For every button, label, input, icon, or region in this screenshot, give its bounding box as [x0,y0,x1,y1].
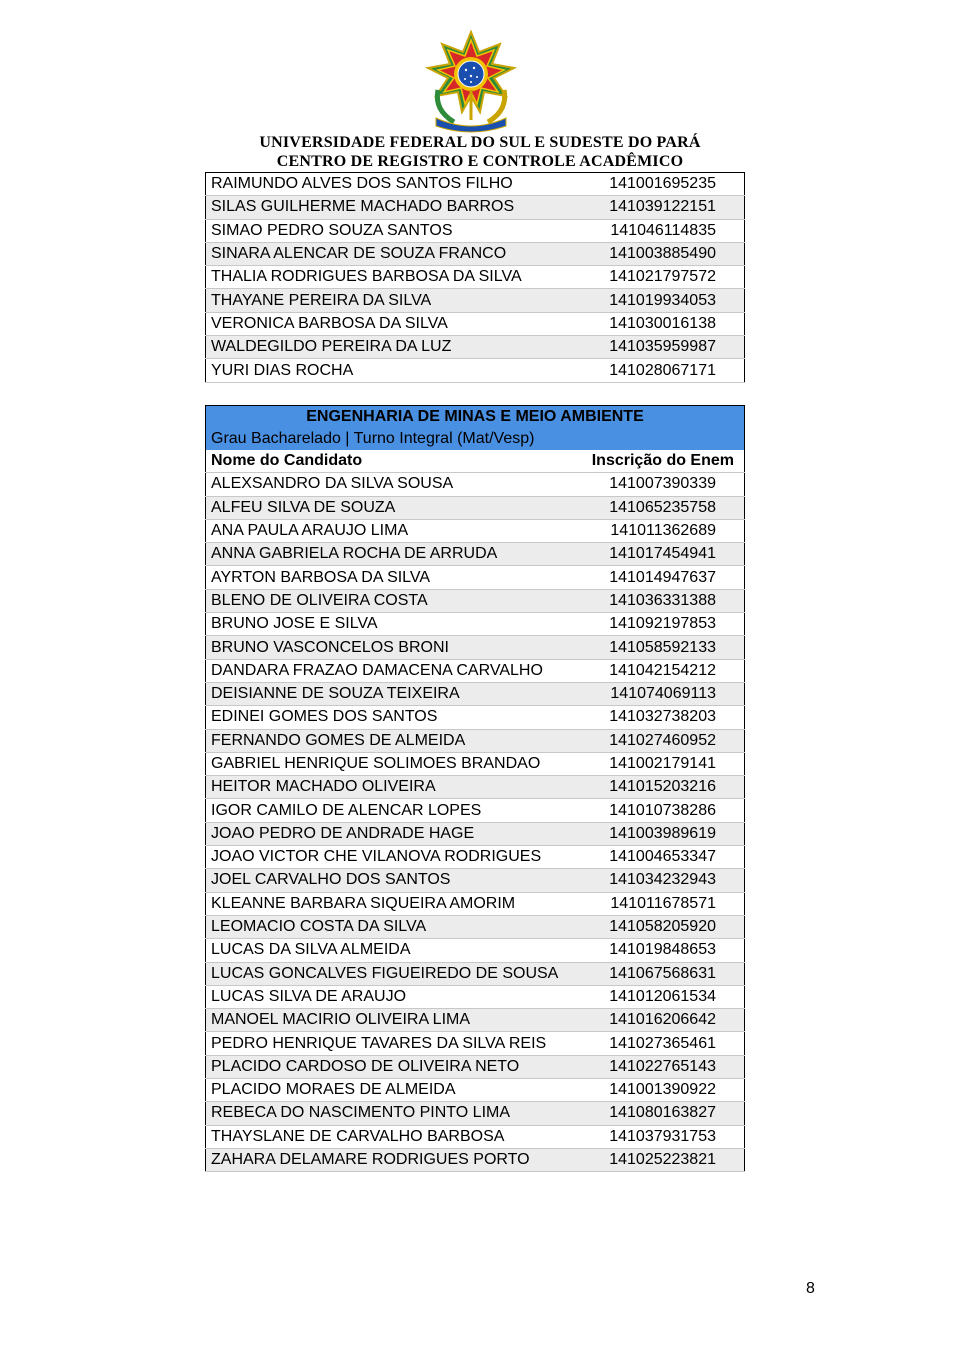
enem-registration: 141074069113 [574,682,744,705]
enem-registration: 141027460952 [574,729,744,752]
candidate-name: SIMAO PEDRO SOUZA SANTOS [206,219,572,242]
university-name: UNIVERSIDADE FEDERAL DO SUL E SUDESTE DO PARÁ [259,134,701,151]
enem-registration: 141067568631 [574,962,744,985]
candidate-name: IGOR CAMILO DE ALENCAR LOPES [206,799,575,822]
candidate-name: EDINEI GOMES DOS SANTOS [206,706,575,729]
table-row [206,1032,745,1055]
enem-registration: 141046114835 [572,219,745,242]
enem-registration: 141035959987 [572,336,745,359]
table-row [206,359,745,382]
table-row [206,196,745,219]
page-number: 8 [806,1280,815,1297]
enem-registration: 141037931753 [574,1125,744,1148]
candidate-name: AYRTON BARBOSA DA SILVA [206,566,575,589]
course-grau-turno: Grau Bacharelado | Turno Integral (Mat/Vesp) [206,428,745,450]
enem-registration: 141003885490 [572,242,745,265]
enem-registration: 141028067171 [572,359,745,382]
table-row [206,496,745,519]
table-row [206,939,745,962]
enem-registration: 141022765143 [574,1055,744,1078]
column-header-name: Nome do Candidato [206,450,575,473]
enem-registration: 141019848653 [574,939,744,962]
table-row [206,1125,745,1148]
candidate-name: LUCAS SILVA DE ARAUJO [206,985,575,1008]
brazil-coat-of-arms-icon [424,30,519,135]
grau-row [206,428,745,450]
enem-registration: 141019934053 [572,289,745,312]
table-row [206,242,745,265]
table-row [206,915,745,938]
enem-registration: 141080163827 [574,1102,744,1125]
candidate-name: PLACIDO MORAES DE ALMEIDA [206,1079,575,1102]
table-row [206,519,745,542]
candidate-name: BRUNO JOSE E SILVA [206,613,575,636]
candidate-name: YURI DIAS ROCHA [206,359,572,382]
table-row [206,706,745,729]
candidate-name: THALIA RODRIGUES BARBOSA DA SILVA [206,266,572,289]
enem-registration: 141021797572 [572,266,745,289]
candidate-name: KLEANNE BARBARA SIQUEIRA AMORIM [206,892,575,915]
enem-registration: 141058592133 [574,636,744,659]
course-title: ENGENHARIA DE MINAS E MEIO AMBIENTE [206,406,745,429]
table-row [206,566,745,589]
candidate-name: GABRIEL HENRIQUE SOLIMOES BRANDAO [206,752,575,775]
candidate-name: HEITOR MACHADO OLIVEIRA [206,776,575,799]
column-header-id: Inscrição do Enem [574,450,744,473]
candidate-name: SILAS GUILHERME MACHADO BARROS [206,196,572,219]
enem-registration: 141036331388 [574,589,744,612]
table-row [206,219,745,242]
enem-registration: 141027365461 [574,1032,744,1055]
candidate-name: LUCAS GONCALVES FIGUEIREDO DE SOUSA [206,962,575,985]
enem-registration: 141016206642 [574,1009,744,1032]
candidates-table-engenharia-minas [205,405,745,1172]
table-row [206,336,745,359]
table-row [206,1102,745,1125]
candidate-name: DANDARA FRAZAO DAMACENA CARVALHO [206,659,575,682]
candidates-table-continued [205,172,745,383]
table-row [206,799,745,822]
enem-registration: 141030016138 [572,312,745,335]
table-row [206,473,745,496]
candidate-name: THAYANE PEREIRA DA SILVA [206,289,572,312]
table-row [206,636,745,659]
candidate-name: MANOEL MACIRIO OLIVEIRA LIMA [206,1009,575,1032]
candidate-name: ANNA GABRIELA ROCHA DE ARRUDA [206,543,575,566]
table-row [206,985,745,1008]
candidate-name: SINARA ALENCAR DE SOUZA FRANCO [206,242,572,265]
enem-registration: 141015203216 [574,776,744,799]
table-row [206,312,745,335]
enem-registration: 141007390339 [574,473,744,496]
table-row [206,613,745,636]
table-row [206,589,745,612]
candidate-name: RAIMUNDO ALVES DOS SANTOS FILHO [206,173,572,196]
table-row [206,543,745,566]
enem-registration: 141010738286 [574,799,744,822]
table-row [206,846,745,869]
candidate-name: THAYSLANE DE CARVALHO BARBOSA [206,1125,575,1148]
table-row [206,659,745,682]
candidate-name: PLACIDO CARDOSO DE OLIVEIRA NETO [206,1055,575,1078]
candidate-name: LUCAS DA SILVA ALMEIDA [206,939,575,962]
enem-registration: 141058205920 [574,915,744,938]
enem-registration: 141065235758 [574,496,744,519]
table-row [206,289,745,312]
candidate-name: BLENO DE OLIVEIRA COSTA [206,589,575,612]
table-row [206,1055,745,1078]
candidate-name: FERNANDO GOMES DE ALMEIDA [206,729,575,752]
enem-registration: 141039122151 [572,196,745,219]
enem-registration: 141011362689 [574,519,744,542]
table-row [206,1079,745,1102]
candidate-name: REBECA DO NASCIMENTO PINTO LIMA [206,1102,575,1125]
table-row [206,729,745,752]
candidate-name: PEDRO HENRIQUE TAVARES DA SILVA REIS [206,1032,575,1055]
candidate-name: JOAO PEDRO DE ANDRADE HAGE [206,822,575,845]
table-row [206,752,745,775]
candidate-name: JOEL CARVALHO DOS SANTOS [206,869,575,892]
column-header-row [206,450,745,473]
enem-registration: 141003989619 [574,822,744,845]
candidate-name: ZAHARA DELAMARE RODRIGUES PORTO [206,1148,575,1171]
candidate-name: JOAO VICTOR CHE VILANOVA RODRIGUES [206,846,575,869]
enem-registration: 141042154212 [574,659,744,682]
table-row [206,266,745,289]
table-row [206,776,745,799]
enem-registration: 141017454941 [574,543,744,566]
table-row [206,1148,745,1171]
candidate-name: ALFEU SILVA DE SOUZA [206,496,575,519]
enem-registration: 141012061534 [574,985,744,1008]
enem-registration: 141014947637 [574,566,744,589]
enem-registration: 141002179141 [574,752,744,775]
table-row [206,962,745,985]
table-row [206,173,745,196]
table-row [206,822,745,845]
enem-registration: 141004653347 [574,846,744,869]
candidate-name: LEOMACIO COSTA DA SILVA [206,915,575,938]
table-row [206,869,745,892]
table-row [206,682,745,705]
candidate-name: DEISIANNE DE SOUZA TEIXEIRA [206,682,575,705]
enem-registration: 141001695235 [572,173,745,196]
candidate-name: VERONICA BARBOSA DA SILVA [206,312,572,335]
candidate-name: ALEXSANDRO DA SILVA SOUSA [206,473,575,496]
enem-registration: 141034232943 [574,869,744,892]
enem-registration: 141092197853 [574,613,744,636]
candidate-name: WALDEGILDO PEREIRA DA LUZ [206,336,572,359]
department-name: CENTRO DE REGISTRO E CONTROLE ACADÊMICO [276,153,684,170]
enem-registration: 141032738203 [574,706,744,729]
enem-registration: 141001390922 [574,1079,744,1102]
table-row [206,892,745,915]
enem-registration: 141011678571 [574,892,744,915]
course-title-row [206,406,745,429]
candidate-name: ANA PAULA ARAUJO LIMA [206,519,575,542]
table-row [206,1009,745,1032]
enem-registration: 141025223821 [574,1148,744,1171]
candidate-name: BRUNO VASCONCELOS BRONI [206,636,575,659]
